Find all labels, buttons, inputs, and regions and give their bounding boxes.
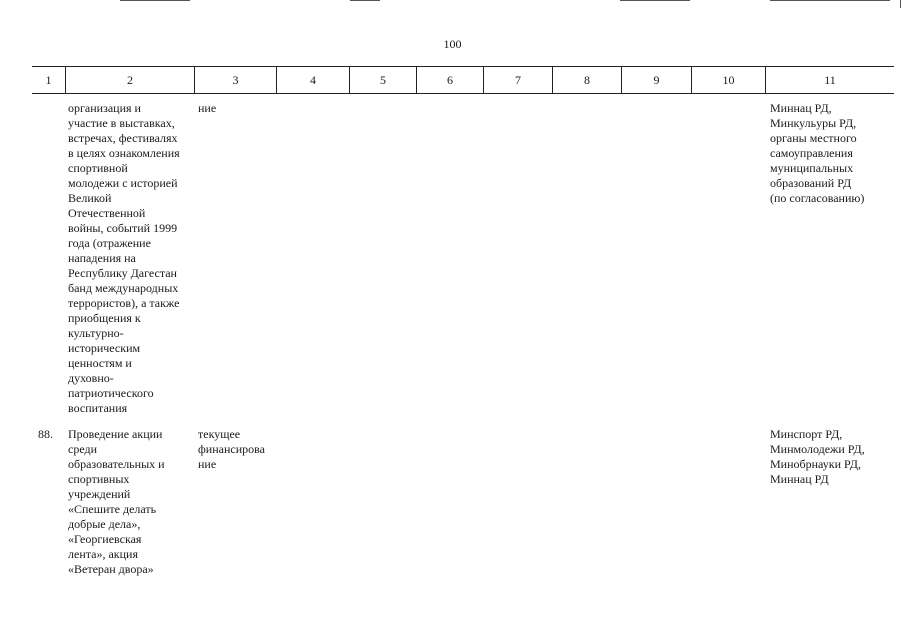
column-header: 2 (65, 67, 194, 93)
event-description: Проведение акции среди образовательных и спортивных учреждений «Спешите делать добрые дела», «Георгиевская лента», акция «Ветеран двора» (68, 427, 165, 576)
event-description: организация и участие в выставках, встречах, фестивалях в целях ознакомления спортивной молодежи с историей Великой Отечественной войны, событий 1999 года (отражение нападения на Республику Дагестан банд международных террористов), а также приобщения к культурно- историческим ценностям и духовно- патриотического воспитания (68, 101, 180, 415)
responsible-executors: Минспорт РД, Минмолодежи РД, Минобрнауки РД, Миннац РД (770, 427, 865, 486)
responsible-executors: Миннац РД, Минкульуры РД, органы местного самоуправления муниципальных образований РД (по согласованию) (770, 101, 865, 205)
column-header: 8 (552, 67, 621, 93)
column-header: 5 (349, 67, 416, 93)
scan-artifact-top (120, 0, 190, 1)
column-header: 10 (691, 67, 765, 93)
funding-source: текущее финансирова ние (198, 427, 265, 471)
column-header: 6 (416, 67, 483, 93)
funding-source: ние (198, 101, 217, 115)
table-header-row (32, 66, 894, 94)
column-header: 11 (765, 67, 894, 93)
page-number: 100 (443, 37, 462, 51)
column-header: 7 (483, 67, 552, 93)
scan-artifact-right (900, 0, 901, 8)
scan-artifact-top (770, 0, 890, 1)
column-header: 9 (621, 67, 691, 93)
column-header: 1 (45, 73, 52, 87)
column-header: 4 (276, 67, 349, 93)
scan-artifact-top (620, 0, 690, 1)
row-number: 88. (38, 427, 53, 441)
column-header: 3 (194, 67, 276, 93)
scan-artifact-top (350, 0, 380, 1)
